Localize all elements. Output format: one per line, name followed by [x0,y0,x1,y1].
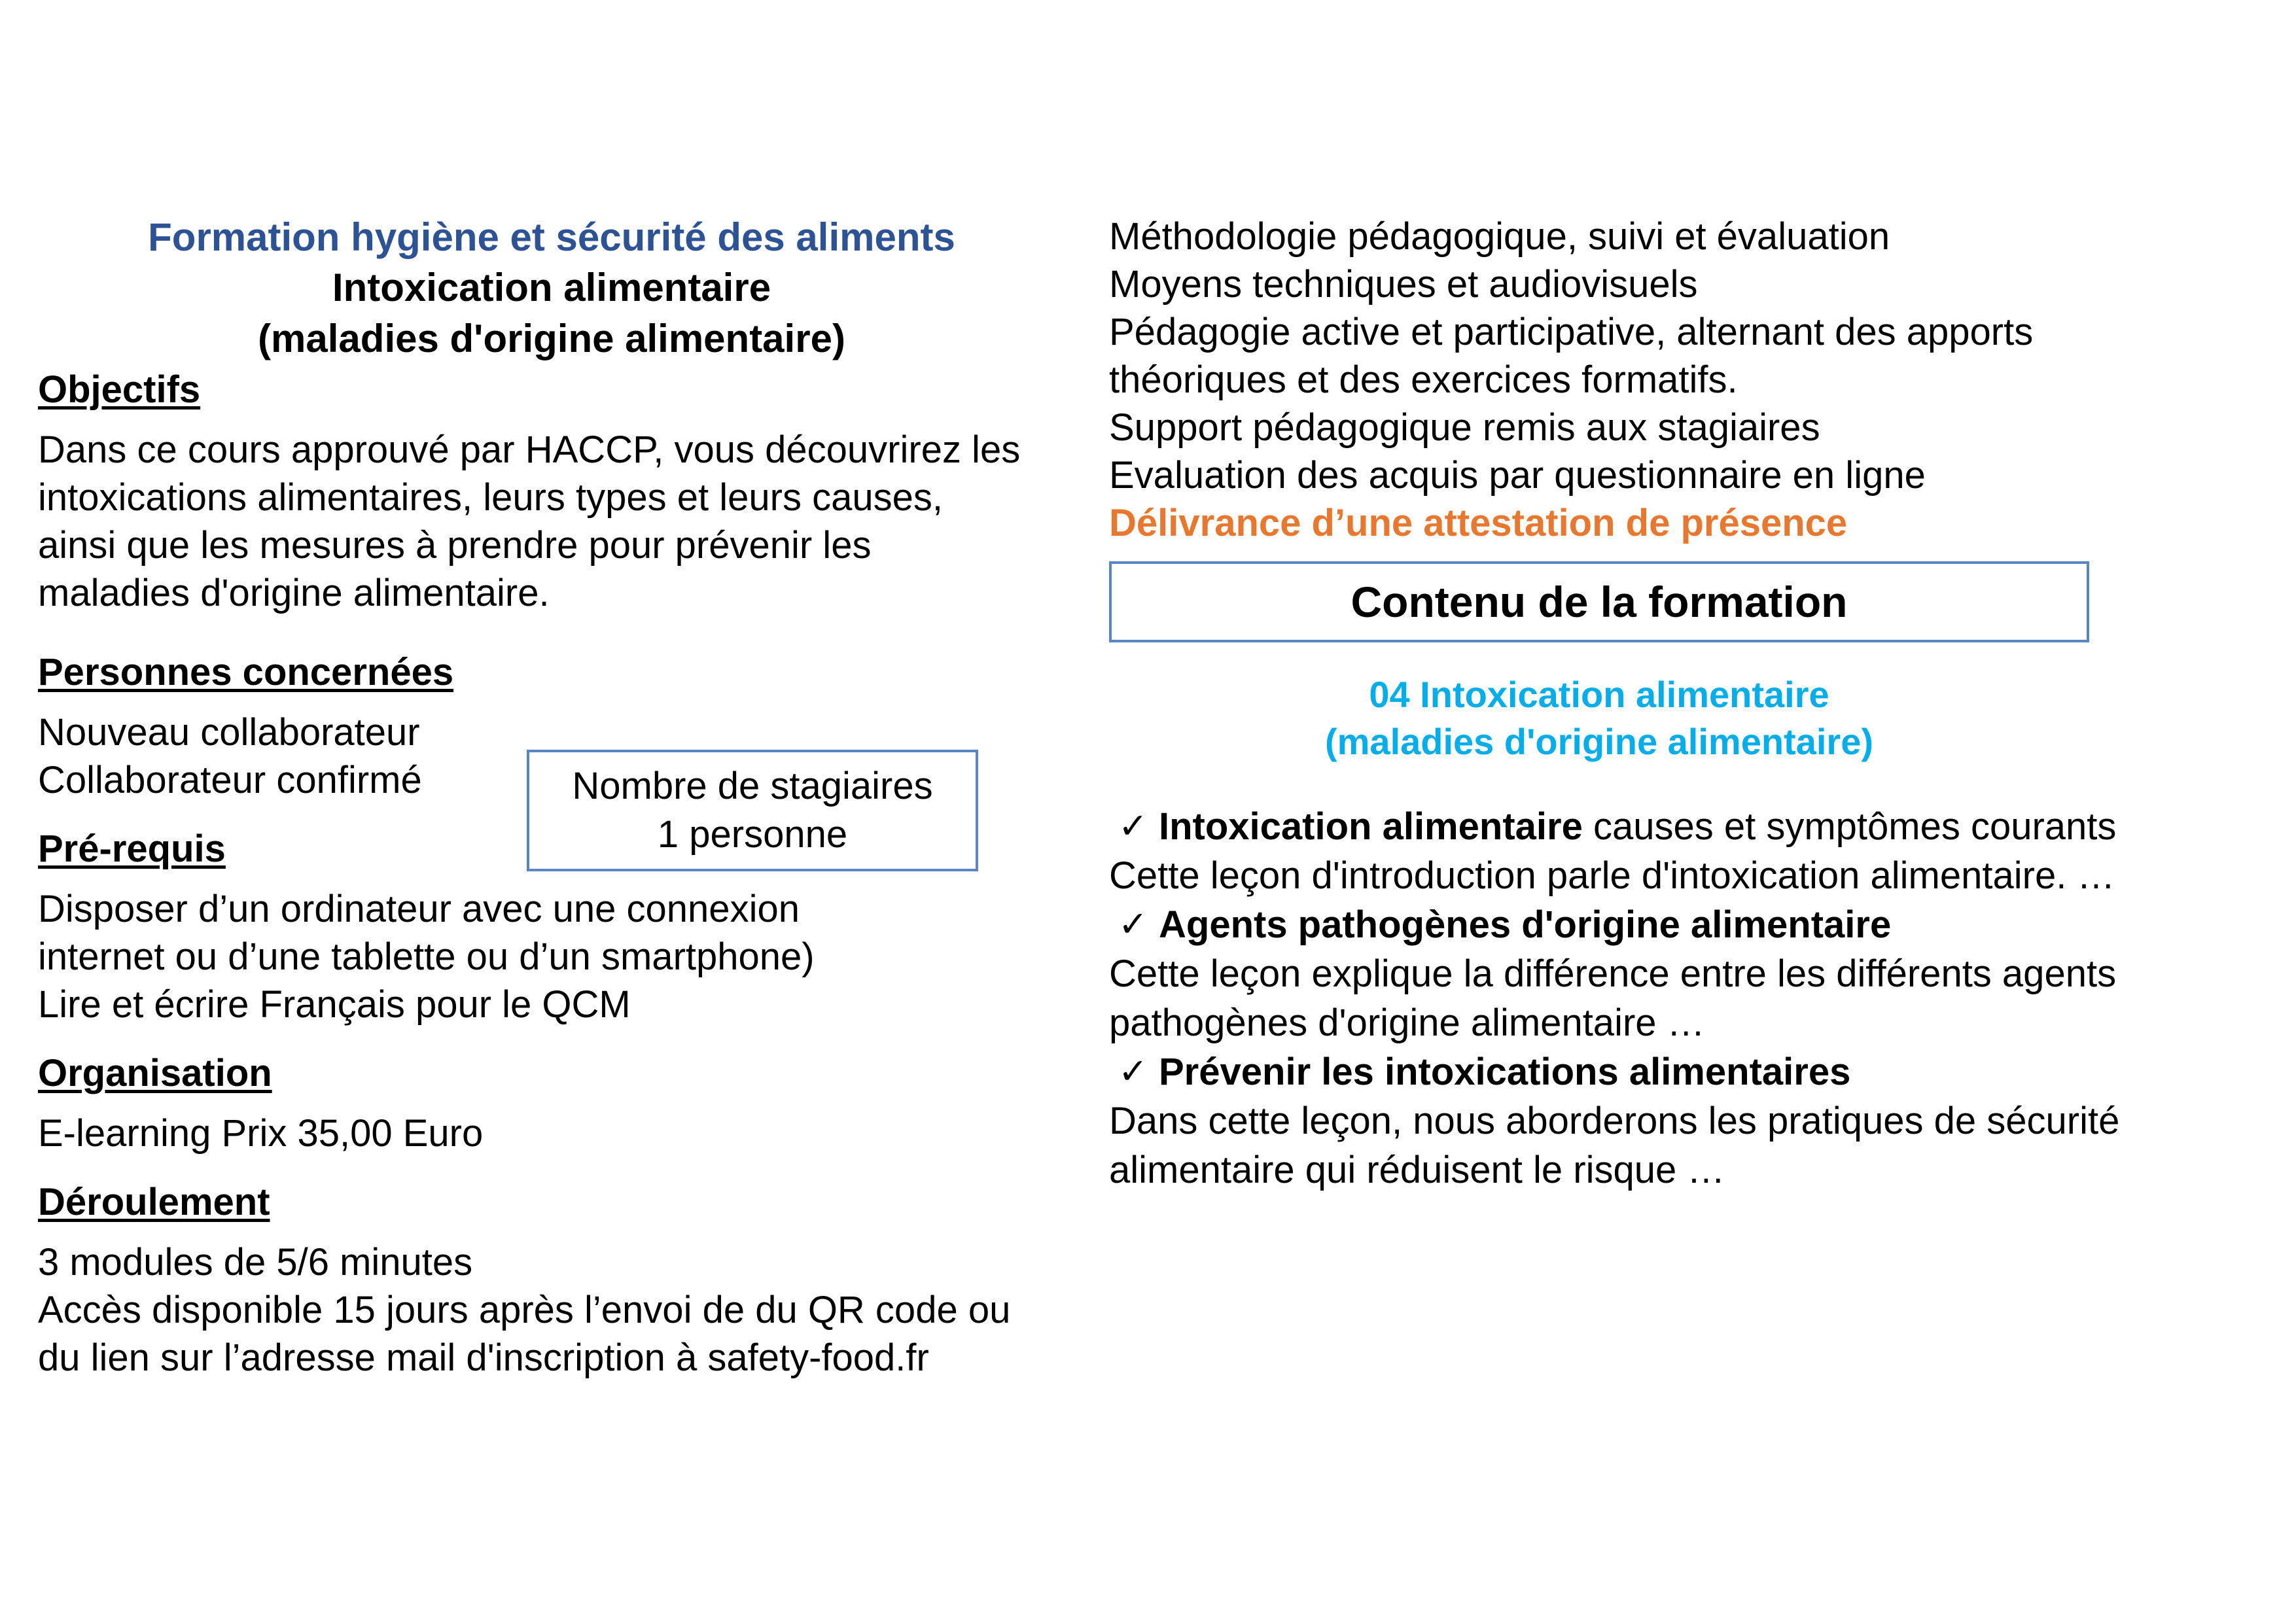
objectifs-line: intoxications alimentaires, leurs types et leurs causes, [38,476,943,519]
lesson-title-rest: causes et symptômes courants [1582,805,2117,848]
pre-requis-heading: Pré-requis [38,828,226,870]
page-subtitle-line1: Intoxication alimentaire [332,266,771,309]
check-icon: ✓ [1118,905,1148,944]
check-icon: ✓ [1118,1052,1148,1091]
module-title-line2: (maladies d'origine alimentaire) [1324,721,1873,762]
lesson-description: Dans cette leçon, nous aborderons les pratiques de sécurité [1109,1100,2120,1142]
objectifs-line: ainsi que les mesures à prendre pour prévenir les [38,524,872,567]
methodologie-line: Moyens techniques et audiovisuels [1109,263,1698,305]
deroulement-heading: Déroulement [38,1181,270,1223]
deroulement-line: du lien sur l’adresse mail d'inscription à safety-food.fr [38,1336,929,1379]
objectifs-heading-wrap [38,364,1065,426]
objectifs-heading: Objectifs [38,368,201,411]
lesson-title-bold: Prévenir les intoxications alimentaires [1159,1051,1851,1093]
nombre-stagiaires-box [527,750,978,871]
page-title: Formation hygiène et sécurité des aliments [148,215,955,259]
attestation-line: Délivrance d’une attestation de présence [1109,502,1848,544]
lesson-description: alimentaire qui réduisent le risque … [1109,1149,1725,1191]
objectifs-line: Dans ce cours approuvé par HACCP, vous découvrirez les [38,428,1021,471]
spacer [38,1028,1065,1048]
methodologie-line: Pédagogie active et participative, alternant des apports [1109,311,2034,353]
lesson-item [1109,900,2221,949]
lesson-description: Cette leçon d'introduction parle d'intoxication alimentaire. … [1109,854,2115,897]
contenu-formation-box [1109,561,2089,642]
personnes-concernees-line: Nouveau collaborateur [38,711,420,754]
lesson-description: pathogènes d'origine alimentaire … [1109,1002,1705,1044]
lesson-item [1109,1047,2221,1096]
organisation-line: E-learning Prix 35,00 Euro [38,1112,484,1155]
methodologie-line: Evaluation des acquis par questionnaire en ligne [1109,454,1926,497]
spacer [1109,642,2221,671]
lesson-title-bold: Intoxication alimentaire [1159,805,1583,848]
lesson-item [1109,802,2221,851]
deroulement-line: Accès disponible 15 jours après l’envoi de du QR code ou [38,1289,1011,1331]
methodologie-line: théoriques et des exercices formatifs. [1109,358,1738,401]
methodologie-line: Support pédagogique remis aux stagiaires [1109,406,1820,449]
spacer [38,1157,1065,1177]
nombre-stagiaires-label: Nombre de stagiaires [572,765,933,807]
lesson-description: Cette leçon explique la différence entre les différents agents [1109,952,2117,995]
spacer [1109,765,2221,802]
methodologie-line: Méthodologie pédagogique, suivi et évaluation [1109,215,1890,258]
contenu-formation-title: Contenu de la formation [1351,578,1848,626]
deroulement-heading-wrap [38,1177,1065,1238]
lesson-title [1159,900,2221,949]
spacer [38,617,1065,647]
nombre-stagiaires-value: 1 personne [657,813,848,856]
right-column [1109,213,2221,1195]
deroulement-line: 3 modules de 5/6 minutes [38,1241,473,1283]
pre-requis-line: Disposer d’un ordinateur avec une connexion [38,888,800,930]
check-icon: ✓ [1118,807,1148,846]
objectifs-line: maladies d'origine alimentaire. [38,572,550,614]
personnes-concernees-heading: Personnes concernées [38,651,454,693]
lesson-title [1159,1047,2221,1096]
personnes-concernees-heading-wrap [38,647,1065,708]
lesson-title [1159,802,2221,851]
personnes-concernees-line: Collaborateur confirmé [38,759,422,801]
page-subtitle-line2: (maladies d'origine alimentaire) [258,317,845,360]
pre-requis-line: Lire et écrire Français pour le QCM [38,983,631,1026]
module-title-line1: 04 Intoxication alimentaire [1369,674,1829,715]
organisation-heading-wrap [38,1048,1065,1109]
lesson-title-bold: Agents pathogènes d'origine alimentaire [1159,903,1892,946]
organisation-heading: Organisation [38,1052,272,1094]
pre-requis-line: internet ou d’une tablette ou d’un smartphone) [38,935,815,978]
